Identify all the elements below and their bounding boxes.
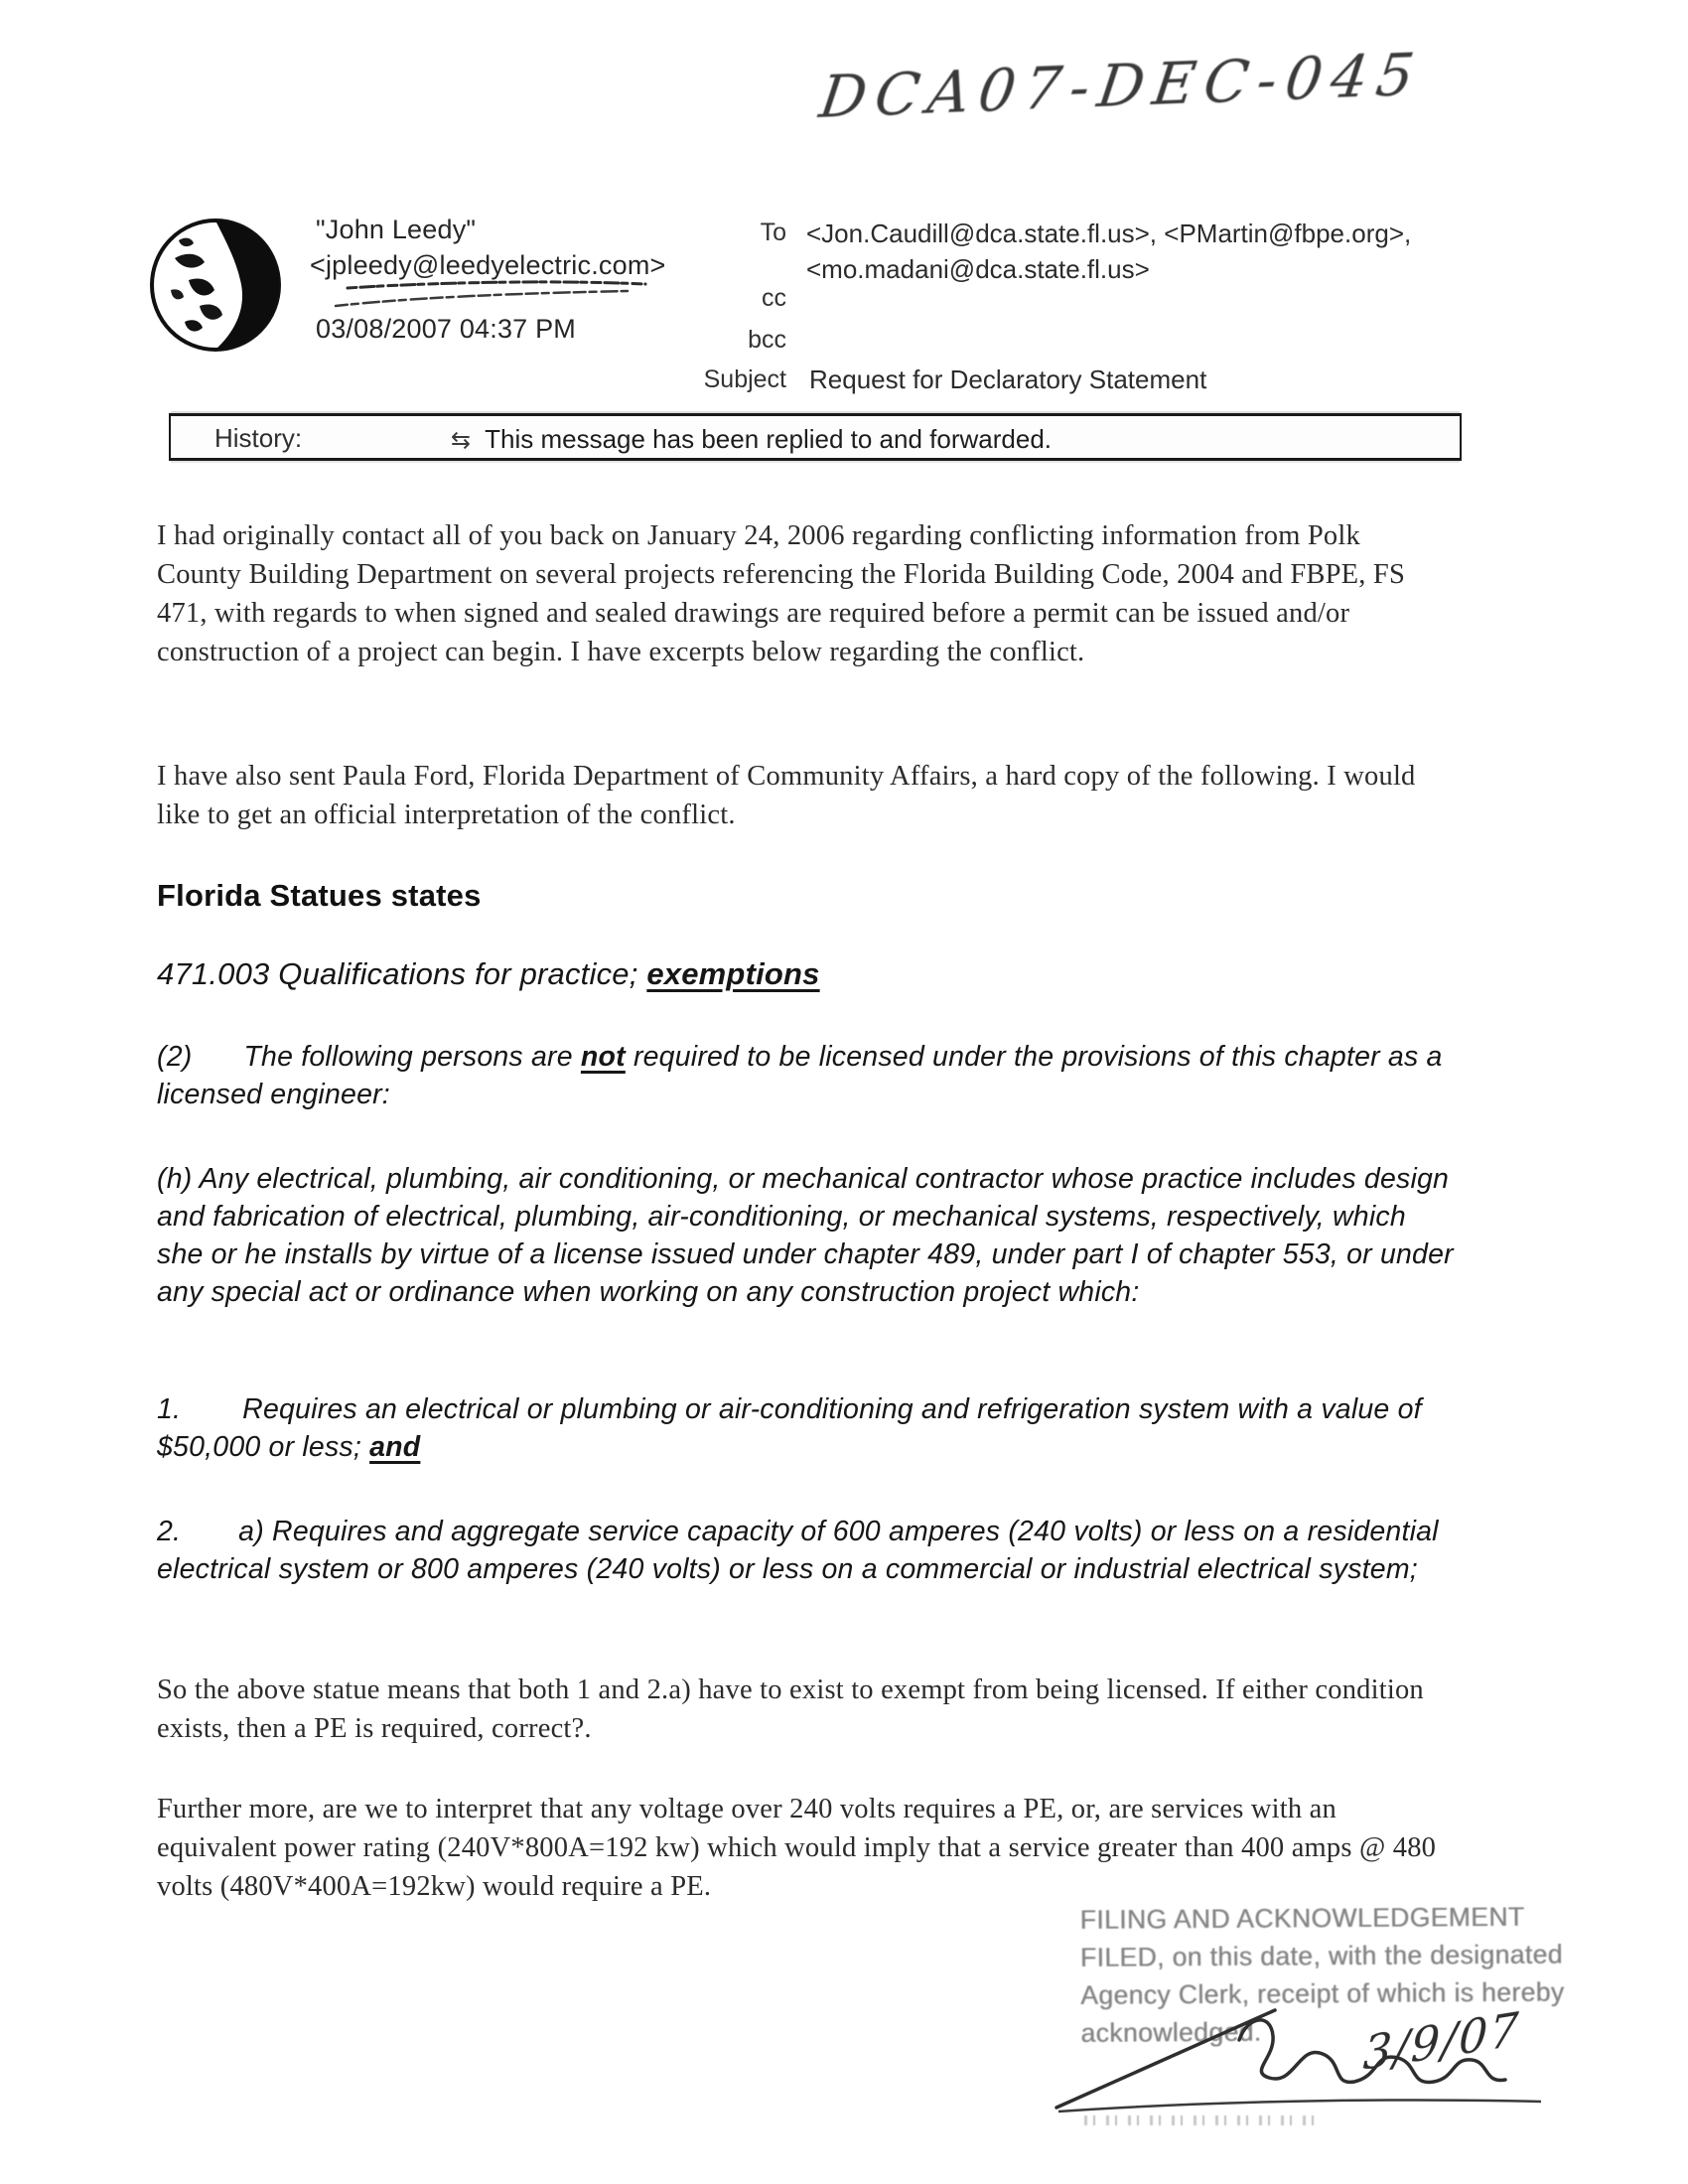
- body-paragraph-2: I have also sent Paula Ford, Florida Department of Community Affairs, a hard copy of the following. I would like to get an official interpretation of the conflict.: [157, 761, 1416, 830]
- to-label: To: [760, 218, 786, 246]
- statute-sub2-emphasis: not: [580, 1041, 626, 1073]
- statute-item1: [157, 1390, 1448, 1466]
- statute-subh: (h) Any electrical, plumbing, air conditioning, or mechanical contractor whose practice includes design and fabrication of electrical, plumbing, air-conditioning, or mechanical systems, respectively, which she or he installs by virtue of a license issued under chapter 489, under part I of chapter 553, or under any special act or ordinance when working on any construction project which:: [157, 1163, 1454, 1308]
- handwritten-case-number: DCA07-DEC-045: [815, 40, 1428, 131]
- subject-label: Subject: [703, 365, 786, 393]
- globe-icon: [145, 218, 289, 354]
- sent-datetime: 03/08/2007 04:37 PM: [316, 314, 577, 344]
- illegible-print-under-signature: [1084, 2115, 1323, 2125]
- pen-scribble-underline: [330, 280, 657, 312]
- body-paragraph-4: Further more, are we to interpret that any voltage over 240 volts requires a PE, or, are services with an equivalent power rating (240V*800A=192 kw) which would imply that a service greater than 400 amps @ 480 volts (480V*400A=192kw) would require a PE.: [157, 1794, 1437, 1902]
- to-value-line1: <Jon.Caudill@dca.state.fl.us>, <PMartin@fbpe.org>,: [806, 218, 1412, 248]
- history-text: This message has been replied to and forwarded.: [485, 424, 1053, 454]
- section-heading: Florida Statues states: [157, 878, 482, 913]
- sender-name: "John Leedy": [316, 215, 477, 244]
- bcc-label: bcc: [748, 326, 786, 354]
- cc-label: cc: [762, 284, 786, 312]
- statute-item2-marker: 2.: [157, 1516, 182, 1547]
- sender-avatar-globe-icon: [145, 218, 289, 354]
- statute-item2: [157, 1513, 1463, 1588]
- statute-item1-marker: 1.: [157, 1393, 182, 1425]
- history-bar: [169, 413, 1462, 461]
- body-paragraph-3: So the above statue means that both 1 and 2.a) have to exist to exempt from being licensed. If either condition exists, then a PE is required, correct?.: [157, 1674, 1424, 1744]
- signature-date: 3/9/07: [1361, 2000, 1522, 2082]
- history-label: History:: [214, 423, 303, 453]
- sender-email: <jpleedy@leedyelectric.com>: [310, 250, 666, 280]
- statute-sub2-after: required to be licensed under the provisions of this chapter as a licensed engineer:: [157, 1041, 1443, 1110]
- stamp-line-4: acknowledged.: [1080, 2016, 1262, 2048]
- to-value-line2: <mo.madani@dca.state.fl.us>: [806, 254, 1150, 284]
- subject-value: Request for Declaratory Statement: [809, 364, 1207, 394]
- statute-item2-text: a) Requires and aggregate service capacity of 600 amperes (240 volts) or less on a residential electrical system or 800 amperes (240 volts) or less on a commercial or industrial electrical system;: [157, 1516, 1439, 1585]
- statute-title-prefix: 471.003 Qualifications for practice;: [157, 956, 647, 991]
- statute-item1-before: Requires an electrical or plumbing or air-conditioning and refrigeration system with a value of $50,000 or less;: [157, 1393, 1422, 1463]
- body-paragraph-1: I had originally contact all of you back on January 24, 2006 regarding conflicting information from Polk County Building Department on several projects referencing the Florida Building Code, 2004 and FBPE, FS 471, with regards to when signed and sealed drawings are required before a permit can be issued and/or construction of a project can begin. I have excerpts below regarding the conflict.: [157, 520, 1406, 667]
- statute-sub2-before: The following persons are: [243, 1041, 581, 1073]
- statute-title: [157, 955, 1468, 993]
- stamp-line-1: FILING AND ACKNOWLEDGEMENT: [1079, 1901, 1525, 1935]
- stamp-line-3: Agency Clerk, receipt of which is hereby: [1080, 1976, 1565, 2010]
- statute-item1-emphasis: and: [369, 1431, 421, 1463]
- statute-sub2: [157, 1038, 1448, 1113]
- statute-sub2-marker: (2): [157, 1041, 193, 1073]
- stamp-line-2: FILED, on this date, with the designated: [1079, 1939, 1563, 1972]
- reply-forward-icon: ⇆: [451, 427, 472, 454]
- statute-title-emphasis: exemptions: [646, 956, 820, 991]
